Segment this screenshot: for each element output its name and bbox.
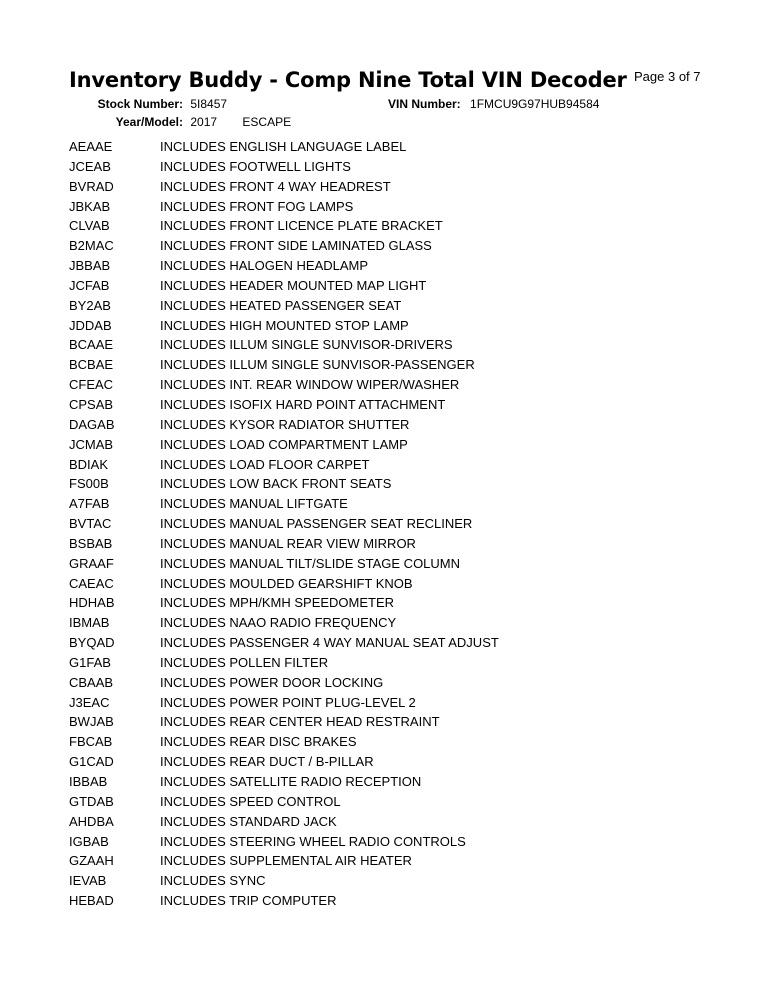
option-description: INCLUDES MANUAL LIFTGATE [160,496,348,512]
option-description: INCLUDES POWER DOOR LOCKING [160,674,384,690]
option-code: JCMAB [69,436,114,452]
option-code: HDHAB [69,595,115,611]
option-description: INCLUDES HEATED PASSENGER SEAT [160,297,402,313]
stock-number-label: Stock Number: [97,97,183,111]
option-description: INCLUDES FRONT LICENCE PLATE BRACKET [160,218,443,234]
option-description: INCLUDES REAR CENTER HEAD RESTRAINT [160,714,440,730]
option-code: CPSAB [69,396,114,412]
option-code: CBAAB [69,674,114,690]
stock-number [69,97,227,111]
option-code: IBBAB [69,774,108,789]
option-code: IBMAB [69,615,110,631]
option-code: BWJAB [69,714,114,730]
option-description: INCLUDES FRONT SIDE LAMINATED GLASS [160,238,432,254]
option-description: INCLUDES LOW BACK FRONT SEATS [160,476,392,492]
option-description: INCLUDES POWER POINT PLUG-LEVEL 2 [160,694,416,710]
list-item [69,296,499,316]
option-description: INCLUDES MPH/KMH SPEEDOMETER [160,595,395,611]
option-code: JCFAB [69,277,110,293]
option-code: BY2AB [69,297,111,313]
list-item [69,157,499,177]
page-number: Page 3 of 7 [634,69,701,84]
option-description: INCLUDES SATELLITE RADIO RECEPTION [160,774,422,789]
option-code-list [69,137,499,911]
option-code: AEAAE [69,139,113,154]
list-item [69,375,499,395]
option-code: FBCAB [69,734,113,750]
vin-number [388,97,599,111]
vin-number-value: 1FMCU9G97HUB94584 [470,97,600,111]
stock-number-value: 5I8457 [190,97,228,111]
option-description: INCLUDES MOULDED GEARSHIFT KNOB [160,575,413,591]
option-description: INCLUDES HEADER MOUNTED MAP LIGHT [160,277,427,293]
option-code: G1FAB [69,654,111,670]
option-code: BCBAE [69,357,114,373]
option-description: INCLUDES STEERING WHEEL RADIO CONTROLS [160,833,466,849]
list-item [69,712,499,732]
option-description: INCLUDES REAR DISC BRAKES [160,734,357,750]
option-description: INCLUDES STANDARD JACK [160,813,337,829]
option-description: INCLUDES SYNC [160,873,266,889]
option-description: INCLUDES FOOTWELL LIGHTS [160,158,351,174]
option-code: GTDAB [69,793,114,809]
option-code: BYQAD [69,635,115,651]
list-item [69,891,499,911]
option-description: INCLUDES MANUAL PASSENGER SEAT RECLINER [160,516,473,532]
list-item [69,395,499,415]
option-code: HEBAD [69,893,114,909]
list-item [69,276,499,296]
model-name: ESCAPE [242,115,292,129]
option-description: INCLUDES INT. REAR WINDOW WIPER/WASHER [160,377,460,393]
option-code: BCAAE [69,337,114,353]
option-description: INCLUDES SUPPLEMENTAL AIR HEATER [160,853,412,869]
option-code: DAGAB [69,416,115,432]
option-code: BSBAB [69,535,113,551]
list-item [69,554,499,574]
list-item [69,693,499,713]
list-item [69,137,499,157]
list-item [69,197,499,217]
option-code: JCEAB [69,158,111,174]
option-code: B2MAC [69,238,114,254]
list-item [69,673,499,693]
list-item [69,613,499,633]
list-item [69,574,499,594]
option-code: AHDBA [69,813,114,829]
option-description: INCLUDES POLLEN FILTER [160,654,329,670]
option-code: BVRAD [69,178,114,194]
option-code: CLVAB [69,218,110,234]
option-description: INCLUDES ENGLISH LANGUAGE LABEL [160,139,407,154]
option-code: GZAAH [69,853,114,869]
option-code: BDIAK [69,456,109,472]
list-item [69,415,499,435]
list-item [69,534,499,554]
list-item [69,772,499,792]
year-model-label: Year/Model: [115,115,183,129]
list-item [69,335,499,355]
option-code: IEVAB [69,873,107,889]
model-year: 2017 [190,115,218,129]
list-item [69,633,499,653]
option-description: INCLUDES MANUAL TILT/SLIDE STAGE COLUMN [160,555,461,571]
option-description: INCLUDES KYSOR RADIATOR SHUTTER [160,416,410,432]
list-item [69,752,499,772]
list-item [69,653,499,673]
list-item [69,812,499,832]
option-code: JBBAB [69,258,111,274]
option-description: INCLUDES ILLUM SINGLE SUNVISOR-PASSENGER [160,357,475,373]
option-code: GRAAF [69,555,114,571]
option-description: INCLUDES TRIP COMPUTER [160,893,337,909]
list-item [69,514,499,534]
option-description: INCLUDES NAAO RADIO FREQUENCY [160,615,397,631]
option-code: FS00B [69,476,109,492]
list-item [69,316,499,336]
list-item [69,216,499,236]
list-item [69,355,499,375]
option-code: G1CAD [69,754,114,770]
year-model [69,115,291,129]
list-item [69,851,499,871]
option-description: INCLUDES HIGH MOUNTED STOP LAMP [160,317,409,333]
option-description: INCLUDES SPEED CONTROL [160,793,341,809]
list-item [69,593,499,613]
list-item [69,792,499,812]
option-description: INCLUDES PASSENGER 4 WAY MANUAL SEAT ADJUST [160,635,499,651]
option-description: INCLUDES FRONT 4 WAY HEADREST [160,178,391,194]
option-code: J3EAC [69,694,110,710]
option-description: INCLUDES REAR DUCT / B-PILLAR [160,754,374,770]
list-item [69,177,499,197]
option-description: INCLUDES ISOFIX HARD POINT ATTACHMENT [160,396,446,412]
list-item [69,435,499,455]
option-description: INCLUDES LOAD FLOOR CARPET [160,456,370,472]
option-code: BVTAC [69,516,112,532]
list-item [69,474,499,494]
list-item [69,871,499,891]
option-code: CAEAC [69,575,114,591]
vin-number-label: VIN Number: [388,97,461,111]
option-code: JDDAB [69,317,112,333]
list-item [69,236,499,256]
option-description: INCLUDES LOAD COMPARTMENT LAMP [160,436,408,452]
list-item [69,832,499,852]
option-code: IGBAB [69,833,109,849]
option-code: CFEAC [69,377,114,393]
option-description: INCLUDES HALOGEN HEADLAMP [160,258,369,274]
option-description: INCLUDES FRONT FOG LAMPS [160,198,354,214]
document-title: Inventory Buddy - Comp Nine Total VIN Decoder [69,68,627,92]
list-item [69,455,499,475]
option-code: JBKAB [69,198,111,214]
list-item [69,732,499,752]
list-item [69,256,499,276]
option-code: A7FAB [69,496,110,512]
option-description: INCLUDES MANUAL REAR VIEW MIRROR [160,535,416,551]
list-item [69,494,499,514]
option-description: INCLUDES ILLUM SINGLE SUNVISOR-DRIVERS [160,337,453,353]
